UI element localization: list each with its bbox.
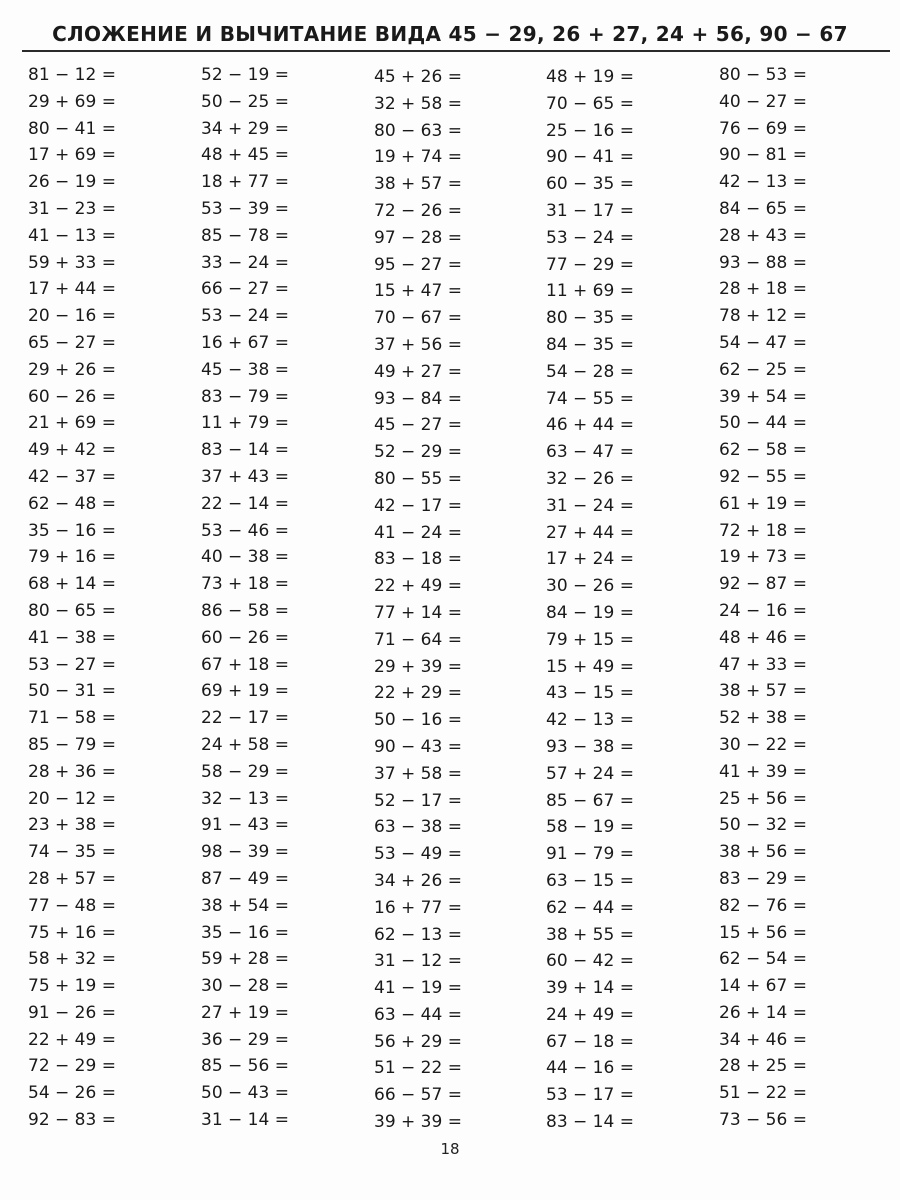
exercise-item: 50 − 32 =: [719, 815, 807, 836]
exercise-item: 50 − 43 =: [201, 1083, 289, 1104]
exercise-item: 44 − 16 =: [546, 1058, 634, 1079]
exercise-item: 28 + 18 =: [719, 279, 807, 300]
exercise-item: 84 − 35 =: [546, 334, 634, 355]
exercise-column-2: [201, 62, 371, 1134]
exercise-item: 74 − 55 =: [546, 388, 634, 409]
exercise-item: 51 − 22 =: [374, 1058, 462, 1079]
exercise-item: 85 − 79 =: [28, 734, 116, 755]
exercise-item: 42 − 13 =: [719, 172, 807, 193]
exercise-item: 62 − 44 =: [546, 897, 634, 918]
exercise-item: 15 + 47 =: [374, 281, 462, 302]
exercise-item: 62 − 48 =: [28, 493, 116, 514]
exercise-item: 48 + 19 =: [546, 67, 634, 87]
exercise-item: 91 − 79 =: [546, 844, 634, 865]
exercise-item: 54 − 47 =: [719, 332, 807, 353]
exercise-item: 59 + 33 =: [28, 252, 116, 273]
exercise-item: 85 − 67 =: [546, 790, 634, 811]
exercise-item: 52 + 38 =: [719, 708, 807, 729]
exercise-item: 25 + 56 =: [719, 788, 807, 809]
exercise-item: 54 − 26 =: [28, 1083, 116, 1104]
exercise-column-5: [719, 62, 889, 1134]
exercise-item: 49 + 27 =: [374, 361, 462, 382]
exercise-item: 24 + 58 =: [201, 734, 289, 755]
exercise-item: 38 + 54 =: [201, 895, 289, 916]
exercise-item: 31 − 23 =: [28, 198, 116, 219]
exercise-item: 51 − 22 =: [719, 1083, 807, 1104]
exercise-item: 15 + 56 =: [719, 922, 807, 943]
exercise-item: 72 + 18 =: [719, 520, 807, 541]
exercise-item: 83 − 79 =: [201, 386, 289, 407]
exercise-item: 73 − 56 =: [719, 1110, 807, 1131]
exercise-item: 30 − 22 =: [719, 734, 807, 755]
page-number: 18: [440, 1140, 460, 1158]
exercise-item: 93 − 38 =: [546, 736, 634, 757]
exercise-item: 22 − 17 =: [201, 708, 289, 729]
title-underline: [22, 50, 890, 52]
exercise-item: 68 + 14 =: [28, 574, 116, 595]
exercise-item: 90 − 43 =: [374, 736, 462, 757]
exercise-item: 23 + 38 =: [28, 815, 116, 836]
exercise-item: 24 − 16 =: [719, 600, 807, 621]
exercise-item: 73 + 18 =: [201, 574, 289, 595]
exercise-item: 41 − 19 =: [374, 978, 462, 999]
exercise-item: 58 − 29 =: [201, 761, 289, 782]
exercise-item: 83 − 14 =: [201, 440, 289, 461]
exercise-item: 41 − 13 =: [28, 225, 116, 246]
exercise-item: 77 + 14 =: [374, 602, 462, 623]
exercise-item: 53 − 24 =: [546, 227, 634, 248]
exercise-item: 26 − 19 =: [28, 172, 116, 193]
exercise-item: 67 − 18 =: [546, 1031, 634, 1052]
exercise-item: 75 + 19 =: [28, 976, 116, 997]
exercise-item: 11 + 79 =: [201, 413, 289, 434]
exercise-item: 58 − 19 =: [546, 817, 634, 838]
exercise-item: 43 − 15 =: [546, 683, 634, 704]
exercise-item: 29 + 69 =: [28, 91, 116, 112]
exercise-item: 28 + 43 =: [719, 225, 807, 246]
exercise-item: 37 + 58 =: [374, 763, 462, 784]
exercise-item: 34 + 46 =: [719, 1029, 807, 1050]
exercise-item: 27 + 19 =: [201, 1002, 289, 1023]
exercise-item: 50 − 31 =: [28, 681, 116, 702]
exercise-item: 84 − 19 =: [546, 602, 634, 623]
exercise-item: 79 + 15 =: [546, 629, 634, 650]
exercise-item: 38 + 57 =: [374, 174, 462, 195]
exercise-item: 60 − 26 =: [28, 386, 116, 407]
exercise-item: 42 − 13 =: [546, 710, 634, 731]
exercise-item: 39 + 54 =: [719, 386, 807, 407]
exercise-item: 32 − 13 =: [201, 788, 289, 809]
exercise-item: 62 − 25 =: [719, 359, 807, 380]
exercise-item: 17 + 69 =: [28, 145, 116, 166]
exercise-item: 83 − 18 =: [374, 549, 462, 570]
exercise-item: 17 + 24 =: [546, 549, 634, 570]
exercise-item: 77 − 48 =: [28, 895, 116, 916]
exercise-item: 31 − 17 =: [546, 200, 634, 221]
exercise-item: 74 − 35 =: [28, 842, 116, 863]
exercise-item: 80 − 35 =: [546, 308, 634, 329]
exercise-item: 42 − 37 =: [28, 466, 116, 487]
exercise-item: 42 − 17 =: [374, 495, 462, 516]
exercise-item: 41 − 24 =: [374, 522, 462, 543]
exercise-item: 40 − 27 =: [719, 91, 807, 112]
exercise-item: 56 + 29 =: [374, 1031, 462, 1052]
exercise-item: 28 + 25 =: [719, 1056, 807, 1077]
exercise-item: 70 − 65 =: [546, 93, 634, 114]
exercise-item: 53 − 27 =: [28, 654, 116, 675]
exercise-column-3: [374, 64, 544, 1136]
exercise-item: 63 − 15 =: [546, 870, 634, 891]
exercise-item: 37 + 43 =: [201, 466, 289, 487]
exercise-item: 28 + 57 =: [28, 868, 116, 889]
exercise-item: 91 − 26 =: [28, 1002, 116, 1023]
exercise-item: 24 + 49 =: [546, 1004, 634, 1025]
page-title: СЛОЖЕНИЕ И ВЫЧИТАНИЕ ВИДА 45 − 29, 26 + 27, 24 + 56, 90 − 67: [52, 22, 848, 46]
exercise-item: 27 + 44 =: [546, 522, 634, 543]
exercise-item: 66 − 27 =: [201, 279, 289, 300]
exercise-item: 60 − 26 =: [201, 627, 289, 648]
exercise-item: 85 − 78 =: [201, 225, 289, 246]
exercise-item: 48 + 45 =: [201, 145, 289, 166]
exercise-item: 32 − 26 =: [546, 468, 634, 489]
exercise-item: 36 − 29 =: [201, 1029, 289, 1050]
exercise-item: 63 − 47 =: [546, 442, 634, 463]
exercise-item: 87 − 49 =: [201, 868, 289, 889]
exercise-item: 92 − 87 =: [719, 574, 807, 595]
exercise-item: 11 + 69 =: [546, 281, 634, 302]
exercise-item: 65 − 27 =: [28, 332, 116, 353]
exercise-item: 53 − 39 =: [201, 198, 289, 219]
exercise-item: 22 − 14 =: [201, 493, 289, 514]
exercise-item: 54 − 28 =: [546, 361, 634, 382]
exercise-item: 78 + 12 =: [719, 306, 807, 327]
exercise-item: 22 + 49 =: [28, 1029, 116, 1050]
exercise-item: 39 + 14 =: [546, 978, 634, 999]
exercise-item: 57 + 24 =: [546, 763, 634, 784]
exercise-item: 90 − 81 =: [719, 145, 807, 166]
exercise-item: 30 − 26 =: [546, 576, 634, 597]
exercise-item: 31 − 24 =: [546, 495, 634, 516]
exercise-item: 22 + 49 =: [374, 576, 462, 597]
exercise-item: 15 + 49 =: [546, 656, 634, 677]
exercise-item: 95 − 27 =: [374, 254, 462, 275]
exercise-column-1: [28, 62, 198, 1134]
exercise-item: 18 + 77 =: [201, 172, 289, 193]
exercise-item: 91 − 43 =: [201, 815, 289, 836]
exercise-item: 67 + 18 =: [201, 654, 289, 675]
exercise-item: 85 − 56 =: [201, 1056, 289, 1077]
exercise-item: 35 − 16 =: [28, 520, 116, 541]
exercise-item: 25 − 16 =: [546, 120, 634, 141]
exercise-item: 14 + 67 =: [719, 976, 807, 997]
exercise-item: 40 − 38 =: [201, 547, 289, 568]
exercise-item: 63 − 44 =: [374, 1004, 462, 1025]
exercise-item: 62 − 13 =: [374, 924, 462, 945]
exercise-item: 49 + 42 =: [28, 440, 116, 461]
exercise-item: 80 − 41 =: [28, 118, 116, 139]
exercise-item: 80 − 65 =: [28, 600, 116, 621]
exercise-item: 53 − 46 =: [201, 520, 289, 541]
exercise-item: 62 − 54 =: [719, 949, 807, 970]
exercise-item: 93 − 88 =: [719, 252, 807, 273]
exercise-item: 63 − 38 =: [374, 817, 462, 838]
exercise-item: 29 + 26 =: [28, 359, 116, 380]
exercise-item: 83 − 29 =: [719, 868, 807, 889]
exercise-item: 35 − 16 =: [201, 922, 289, 943]
exercise-item: 53 − 17 =: [546, 1085, 634, 1106]
exercise-item: 60 − 35 =: [546, 174, 634, 195]
exercise-item: 82 − 76 =: [719, 895, 807, 916]
exercise-item: 97 − 28 =: [374, 227, 462, 248]
exercise-item: 21 + 69 =: [28, 413, 116, 434]
exercise-item: 92 − 83 =: [28, 1110, 116, 1131]
exercise-item: 41 + 39 =: [719, 761, 807, 782]
exercise-item: 45 − 38 =: [201, 359, 289, 380]
exercise-item: 22 + 29 =: [374, 683, 462, 704]
exercise-item: 52 − 17 =: [374, 790, 462, 811]
exercise-item: 62 − 58 =: [719, 440, 807, 461]
exercise-item: 52 − 29 =: [374, 442, 462, 463]
exercise-item: 37 + 56 =: [374, 334, 462, 355]
exercise-item: 50 − 44 =: [719, 413, 807, 434]
exercise-item: 38 + 55 =: [546, 924, 634, 945]
exercise-item: 45 + 26 =: [374, 67, 462, 87]
exercise-item: 26 + 14 =: [719, 1002, 807, 1023]
exercise-item: 46 + 44 =: [546, 415, 634, 436]
exercise-item: 58 + 32 =: [28, 949, 116, 970]
exercise-item: 16 + 67 =: [201, 332, 289, 353]
exercise-item: 39 + 39 =: [374, 1112, 462, 1133]
exercise-item: 98 − 39 =: [201, 842, 289, 863]
exercise-item: 90 − 41 =: [546, 147, 634, 168]
exercise-item: 72 − 29 =: [28, 1056, 116, 1077]
exercise-item: 66 − 57 =: [374, 1085, 462, 1106]
exercise-item: 47 + 33 =: [719, 654, 807, 675]
exercise-item: 16 + 77 =: [374, 897, 462, 918]
exercise-item: 76 − 69 =: [719, 118, 807, 139]
exercise-item: 72 − 26 =: [374, 200, 462, 221]
exercise-item: 38 + 56 =: [719, 842, 807, 863]
exercise-item: 19 + 74 =: [374, 147, 462, 168]
exercise-item: 30 − 28 =: [201, 976, 289, 997]
exercise-item: 59 + 28 =: [201, 949, 289, 970]
exercise-item: 86 − 58 =: [201, 600, 289, 621]
exercise-item: 20 − 12 =: [28, 788, 116, 809]
exercise-item: 48 + 46 =: [719, 627, 807, 648]
exercise-item: 52 − 19 =: [201, 65, 289, 85]
exercise-item: 69 + 19 =: [201, 681, 289, 702]
exercise-item: 60 − 42 =: [546, 951, 634, 972]
exercise-item: 70 − 67 =: [374, 308, 462, 329]
exercise-item: 61 + 19 =: [719, 493, 807, 514]
exercise-item: 41 − 38 =: [28, 627, 116, 648]
exercise-item: 77 − 29 =: [546, 254, 634, 275]
exercise-column-4: [546, 64, 716, 1136]
exercise-item: 50 − 16 =: [374, 710, 462, 731]
exercise-item: 71 − 58 =: [28, 708, 116, 729]
exercise-item: 93 − 84 =: [374, 388, 462, 409]
exercise-item: 17 + 44 =: [28, 279, 116, 300]
exercise-item: 33 − 24 =: [201, 252, 289, 273]
exercise-item: 31 − 12 =: [374, 951, 462, 972]
exercise-columns: [0, 62, 900, 1162]
exercise-item: 45 − 27 =: [374, 415, 462, 436]
exercise-item: 31 − 14 =: [201, 1110, 289, 1131]
exercise-item: 38 + 57 =: [719, 681, 807, 702]
exercise-item: 84 − 65 =: [719, 198, 807, 219]
exercise-item: 81 − 12 =: [28, 65, 116, 85]
exercise-item: 79 + 16 =: [28, 547, 116, 568]
exercise-item: 28 + 36 =: [28, 761, 116, 782]
exercise-item: 92 − 55 =: [719, 466, 807, 487]
exercise-item: 29 + 39 =: [374, 656, 462, 677]
exercise-item: 20 − 16 =: [28, 306, 116, 327]
exercise-item: 80 − 63 =: [374, 120, 462, 141]
exercise-item: 50 − 25 =: [201, 91, 289, 112]
exercise-item: 80 − 55 =: [374, 468, 462, 489]
exercise-item: 71 − 64 =: [374, 629, 462, 650]
exercise-item: 53 − 49 =: [374, 844, 462, 865]
exercise-item: 75 + 16 =: [28, 922, 116, 943]
exercise-item: 34 + 26 =: [374, 870, 462, 891]
exercise-item: 53 − 24 =: [201, 306, 289, 327]
exercise-item: 83 − 14 =: [546, 1112, 634, 1133]
exercise-item: 80 − 53 =: [719, 65, 807, 85]
exercise-item: 32 + 58 =: [374, 93, 462, 114]
exercise-item: 19 + 73 =: [719, 547, 807, 568]
exercise-item: 34 + 29 =: [201, 118, 289, 139]
